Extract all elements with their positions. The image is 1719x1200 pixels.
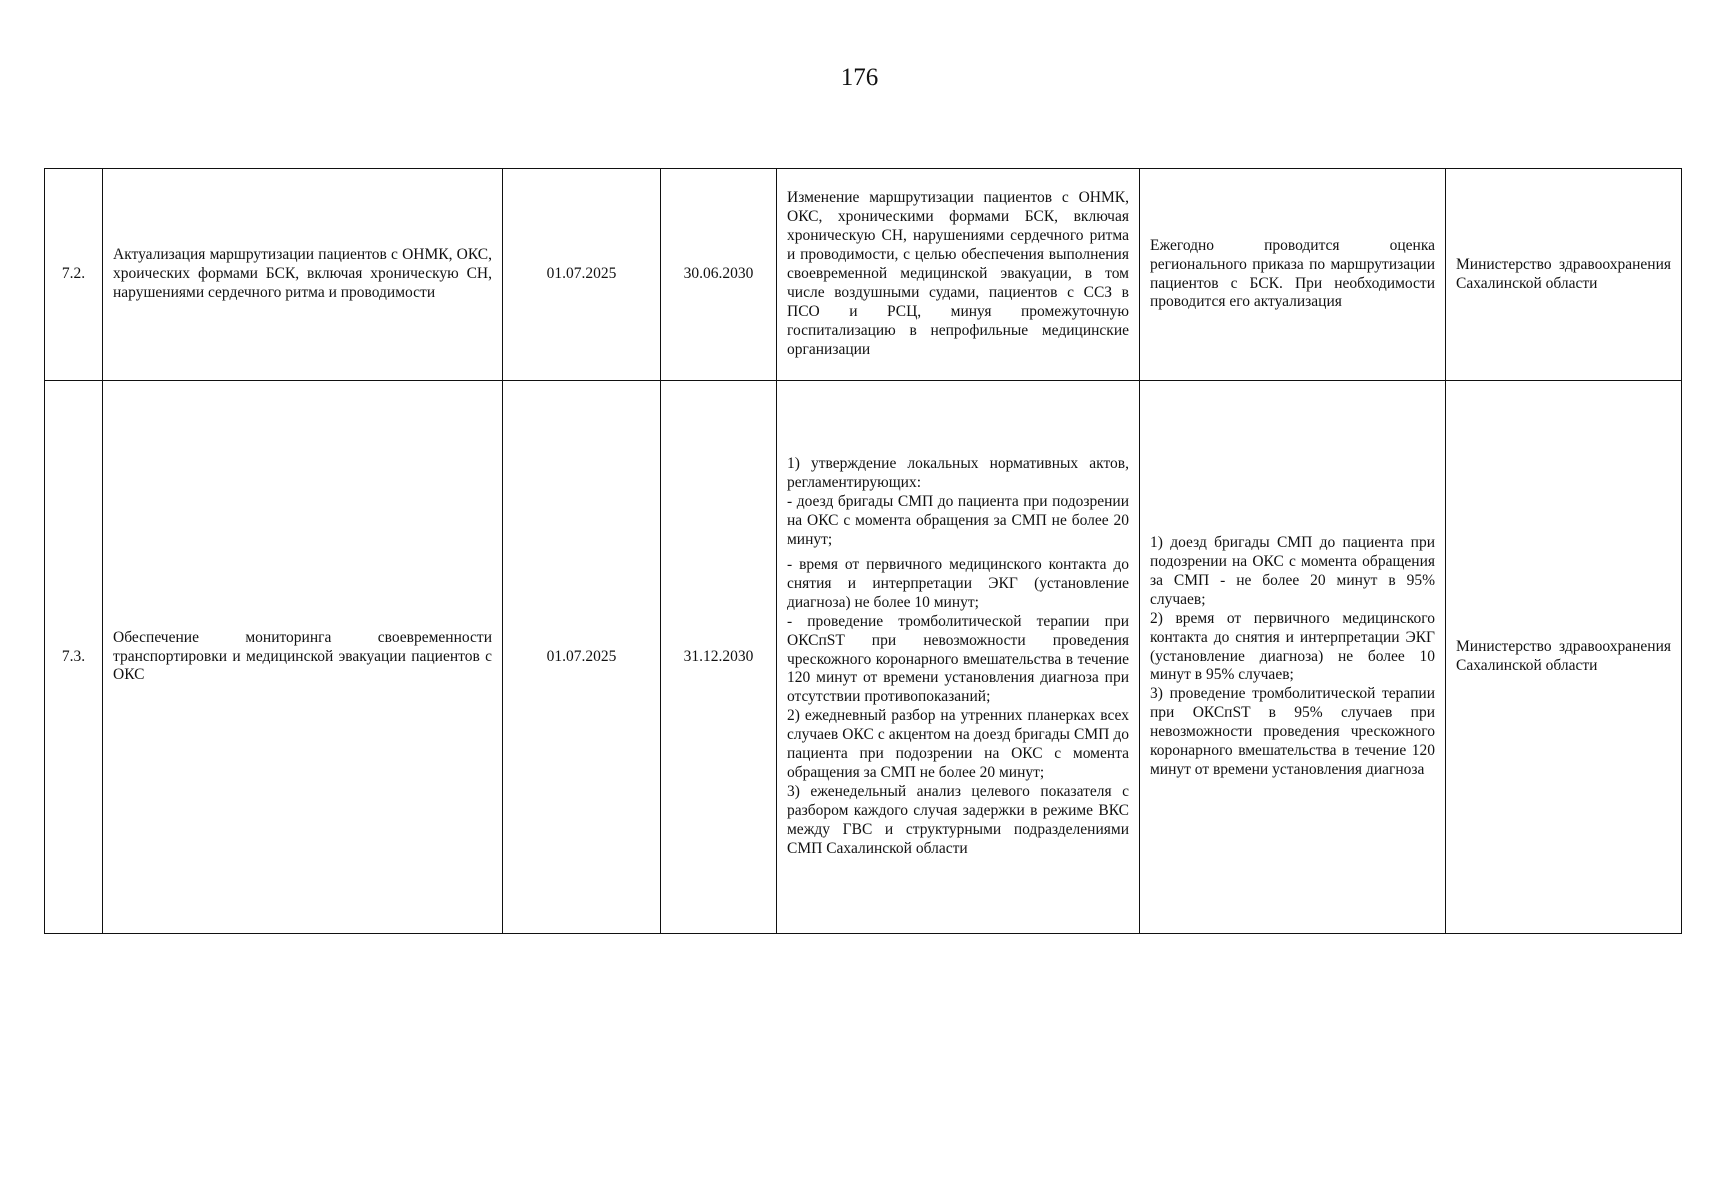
indicator-paragraph: Ежегодно проводится оценка регионального приказа по маршрутизации пациентов с БСК. При необходимости проводится его актуализация bbox=[1150, 236, 1435, 311]
start-date-cell: 01.07.2025 bbox=[503, 169, 661, 381]
activity-cell: Актуализация маршрутизации пациентов с ОНМК, ОКС, хроических формами БСК, включая хроническую СН, нарушениями сердечного ритма и проводимости bbox=[103, 169, 503, 381]
end-date-cell: 31.12.2030 bbox=[661, 381, 777, 934]
indicator-paragraph: 1) доезд бригады СМП до пациента при подозрении на ОКС с момента обращения за СМП - не более 20 минут в 95% случаев; bbox=[1150, 534, 1435, 608]
expected-results-cell bbox=[777, 381, 1140, 934]
expected-result-paragraph: - доезд бригады СМП до пациента при подозрении на ОКС с момента обращения за СМП не более 20 минут; bbox=[787, 493, 1129, 549]
expected-results-cell bbox=[777, 169, 1140, 381]
page-number: 176 bbox=[840, 64, 879, 91]
indicator-paragraph: 2) время от первичного медицинского контакта до снятия и интерпретации ЭКГ (установление диагноза) не более 10 минут в 95% случаев; bbox=[1150, 609, 1435, 684]
indicators-cell bbox=[1140, 169, 1446, 381]
row-number: 7.3. bbox=[45, 381, 103, 934]
expected-result-paragraph: 1) утверждение локальных нормативных актов, регламентирующих: bbox=[787, 455, 1129, 492]
expected-result-paragraph: 3) еженедельный анализ целевого показателя с разбором каждого случая задержки в режиме ВКС между ГВС и структурными подразделениями СМП Сахалинской области bbox=[787, 782, 1129, 857]
expected-result-paragraph: - время от первичного медицинского контакта до снятия и интерпретации ЭКГ (установление диагноза) не более 10 минут; bbox=[787, 556, 1129, 611]
end-date-cell: 30.06.2030 bbox=[661, 169, 777, 381]
indicators-cell bbox=[1140, 381, 1446, 934]
table-row bbox=[45, 169, 1682, 381]
table-row bbox=[45, 381, 1682, 934]
expected-result-paragraph: - проведение тромболитической терапии при ОКСпST при невозможности проведения чрескожного коронарного вмешательства в течение 120 минут от времени установления диагноза при отсутствии противопоказаний; bbox=[787, 612, 1129, 706]
indicator-paragraph: 3) проведение тромболитической терапии при ОКСпST в 95% случаев при невозможности проведения чрескожного коронарного вмешательства в течение 120 минут от времени установления диагноза bbox=[1150, 685, 1435, 778]
responsible-cell: Министерство здравоохранения Сахалинской области bbox=[1446, 169, 1682, 381]
activity-cell: Обеспечение мониторинга своевременности транспортировки и медицинской эвакуации пациентов с ОКС bbox=[103, 381, 503, 934]
start-date-cell: 01.07.2025 bbox=[503, 381, 661, 934]
measures-table bbox=[44, 168, 1682, 934]
expected-result-paragraph: 2) ежедневный разбор на утренних планерках всех случаев ОКС с акцентом на доезд бригады СМП до пациента при подозрении на ОКС с момента обращения за СМП не более 20 минут; bbox=[787, 707, 1129, 781]
expected-result-paragraph: Изменение маршрутизации пациентов с ОНМК, ОКС, хроническими формами БСК, включая хроническую СН, нарушениями сердечного ритма и проводимости, с целью обеспечения выполнения своевременной медицинской эвакуации, в том числе воздушными судами, пациентов с ССЗ в ПСО и РСЦ, минуя промежуточную госпитализацию в непрофильные медицинские организации bbox=[787, 189, 1129, 358]
responsible-cell: Министерство здравоохранения Сахалинской области bbox=[1446, 381, 1682, 934]
row-number: 7.2. bbox=[45, 169, 103, 381]
